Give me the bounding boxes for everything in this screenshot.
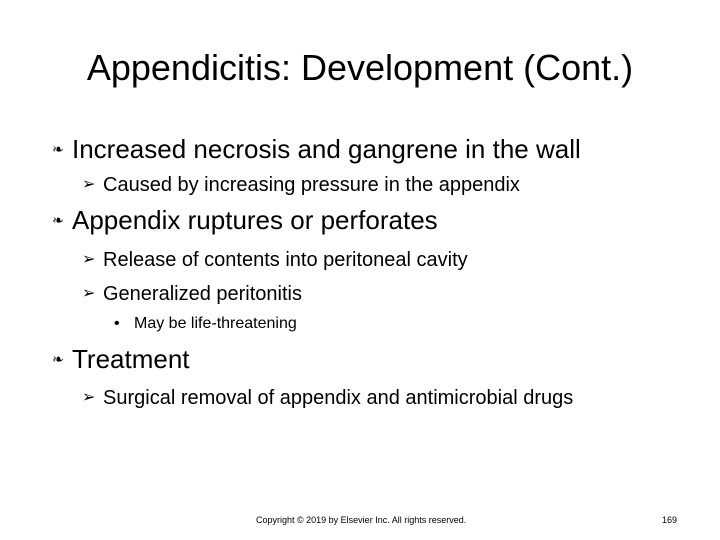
bullet-text: Increased necrosis and gangrene in the wall [72, 134, 581, 164]
arrow-marker-icon: ➢ [82, 176, 96, 193]
sub-bullet-text: Caused by increasing pressure in the appendix [103, 174, 520, 196]
bullet-marker-icon: ❧ [52, 212, 64, 228]
footer-copyright: Copyright © 2019 by Elsevier Inc. All rights reserved. [256, 515, 467, 525]
bullet-marker-icon: ❧ [52, 351, 64, 367]
slide-title: Appendicitis: Development (Cont.) [86, 47, 634, 88]
dot-marker-icon: • [114, 315, 120, 332]
sub-bullet-text: Release of contents into peritoneal cavity [103, 249, 468, 271]
sub-bullet-text: Generalized peritonitis [103, 283, 302, 305]
arrow-marker-icon: ➢ [82, 285, 96, 302]
arrow-marker-icon: ➢ [82, 251, 96, 268]
bullet-text: Treatment [72, 344, 190, 374]
page-number: 169 [662, 515, 678, 525]
sub-bullet-text: Surgical removal of appendix and antimicrobial drugs [103, 387, 574, 409]
arrow-marker-icon: ➢ [82, 389, 96, 406]
bullet-text: Appendix ruptures or perforates [72, 205, 438, 235]
bullet-marker-icon: ❧ [52, 141, 64, 157]
sub-sub-bullet-text: May be life-threatening [134, 315, 297, 332]
